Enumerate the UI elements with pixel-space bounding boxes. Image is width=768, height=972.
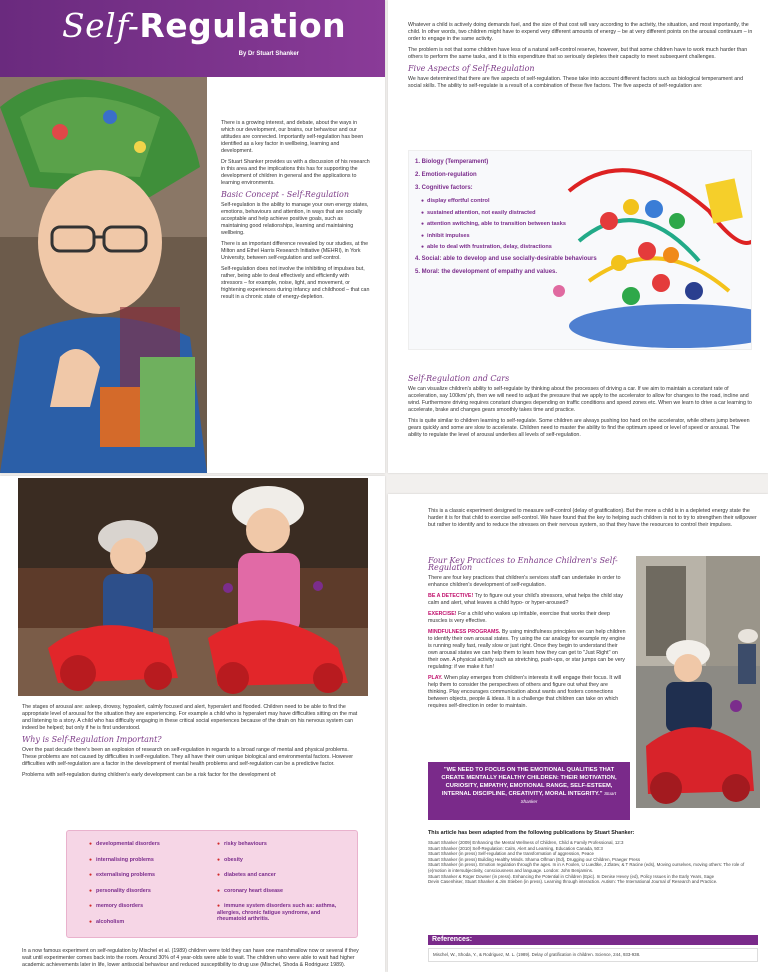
cognitive-sub-3: ● attention switching, able to transition between tasks bbox=[421, 221, 575, 228]
title-part-2: Regulation bbox=[139, 6, 347, 45]
p2-paragraph-2: The problem is not that some children have less of a natural self-control reserve, however, but that some children have to work much harder than others to perform the same tasks, and it is this expenditure that so seriously depletes their capacity to meet subsequent challenges. bbox=[408, 47, 748, 60]
risk-item: ● personality disorders bbox=[89, 888, 209, 895]
child-trike-illustration bbox=[636, 556, 760, 808]
page-self-regulation-intro bbox=[0, 0, 385, 473]
title-part-1: Self- bbox=[62, 6, 140, 45]
marshmallow-paragraph: In a now famous experiment on self-regulation by Mischel et al. (1989) children were told they can have one marshmallow now or several if they wait until experimenter comes back into the room. Around 30% of 4 year-olds were able to wait. The children who were able to wait had higher academic achievements later in life, lower antisocial behaviour and reduced susceptibility to drug use (Mischel, Shoda & Rodriguez 1989). bbox=[22, 948, 359, 968]
heading-why-important: Why is Self-Regulation Important? bbox=[22, 735, 162, 744]
aspect-2: 2. Emotion-regulation bbox=[415, 172, 477, 178]
page-four-practices bbox=[388, 494, 768, 972]
intro-paragraph-1: There is a growing interest, and debate, about the ways in which our development, our brains, our behaviour and our attitudes are connected. Importantly self-regulation has been identified as a key factor in wellbeing, learning and development. bbox=[221, 120, 364, 154]
arousal-stages-paragraph: The stages of arousal are: asleep, drowsy, hypoalert, calmly focused and alert, hyperalert and flooded. Children need to be able to find the appropriate level of arousal for the situation they are experiencing. For example a child who is hyperalert may have difficulties sitting on the mat and listening to a story. A child who has difficulty engaging in these critical social experiences because of the drain on his nervous system can indeed be helped; but only if he is first understood. bbox=[22, 704, 358, 731]
intro-text-column bbox=[221, 120, 371, 305]
cognitive-sub-4: ● inhibit impulses bbox=[421, 233, 575, 240]
quote-text: "WE NEED TO FOCUS ON THE EMOTIONAL QUALITIES THAT CREATE MENTALLY HEALTHY CHILDREN: THEIR MOTIVATION, CURIOSITY, EMPATHY, EMOTIONAL RANGE, SELF-ESTEEM, INTERNAL DISCIPLINE, CREATIVITY, MORAL INTEGRITY." bbox=[441, 767, 617, 797]
cognitive-sub-1: ● display effortful control bbox=[421, 198, 575, 205]
risk-factors-box bbox=[66, 830, 358, 938]
aspect-1: 1. Biology (Temperament) bbox=[415, 159, 489, 165]
risk-item: ● internalising problems bbox=[89, 857, 209, 864]
why-paragraph-2: Problems with self-regulation during children's early development can be a risk factor for the development of: bbox=[22, 772, 277, 778]
pull-quote bbox=[428, 762, 630, 820]
practice-play bbox=[428, 675, 628, 710]
page-why-important bbox=[0, 476, 385, 972]
boy-photo-illustration bbox=[0, 77, 207, 473]
publication-item: Devin Casenhiser, Stuart Shanker & Jim Stieben (in press). Learning through interaction. Autism: The International Journal of Research and Practice. bbox=[428, 879, 718, 885]
p4-intro-text bbox=[428, 508, 758, 533]
aspect-3: 3. Cognitive factors: bbox=[415, 185, 473, 191]
risk-item: ● obesity bbox=[217, 857, 349, 864]
p2-bottom-text bbox=[408, 372, 753, 443]
p4-intro-paragraph: This is a classic experiment designed to measure self-control (delay of gratification). But the more a child is in a depleted energy state the harder it is for that child to exercise self-control. We have found that the key to helping such children is not to try to strengthen their willpower but rather to identify and to reduce the stresses on their nervous system, so that they have the resources to control their impulses. bbox=[428, 508, 757, 528]
five-aspects-panel bbox=[408, 150, 752, 350]
photo-boy-with-glasses bbox=[0, 77, 207, 473]
practice-keyword: EXERCISE! bbox=[428, 611, 457, 617]
heading-basic-concept: Basic Concept - Self-Regulation bbox=[221, 190, 350, 199]
practice-text: For a child who wakes up irritable, exercise that works their deep muscles is very effective. bbox=[428, 611, 610, 624]
aspect-5: 5. Moral: the development of empathy and values. bbox=[415, 268, 558, 275]
byline: By Dr Stuart Shanker bbox=[238, 51, 299, 57]
cognitive-sub-5: ● able to deal with frustration, delay, distractions bbox=[421, 244, 575, 251]
publication-item: Stuart Shanker (in press). Emotion regulation through the ages. In in A Foolen, U Luedtke, J Zlatev, & T Racine (eds), Moving ourselves, moving others: The role of (e)motion in intersubjectivity, consciousness and language. London: John Benjamins. bbox=[428, 862, 745, 873]
five-aspects-intro: We have determined that there are five aspects of self-regulation. These take into account different factors such as biological temperament and social skills. The ability to self-regulate is a result of a combination of these five factors. The five aspects of self-regulation are: bbox=[408, 76, 744, 89]
risk-item: ● developmental disorders bbox=[89, 841, 209, 848]
heading-four-practices: Four Key Practices to Enhance Children's Self-Regulation bbox=[428, 556, 618, 572]
practice-keyword: BE A DETECTIVE! bbox=[428, 593, 474, 599]
publication-item: Stuart Shanker (in press) Building Healthy Minds. Sharna Olfman (Ed), Drugging our Children, Praeger Press bbox=[428, 856, 641, 862]
practice-keyword: PLAY. bbox=[428, 675, 443, 681]
article-title bbox=[62, 6, 346, 45]
risk-item: ● memory disorders bbox=[89, 903, 209, 910]
title-banner bbox=[0, 0, 385, 77]
risk-item: ● diabetes and cancer bbox=[217, 872, 349, 879]
p3-bottom-text bbox=[22, 948, 364, 972]
basic-paragraph-1: Self-regulation is the ability to manage your own energy states, emotions, behaviours and attention, in ways that are socially acceptable and help achieve positive goals, such as maintaining good relationships, learning and maintaining wellbeing. bbox=[221, 202, 369, 236]
why-paragraph-1: Over the past decade there's been an explosion of research on self-regulation in regards to a broad range of mental and physical problems. These problems are not caused by difficulties in self-regulation. They all have their own unique biological and environmental factors. However difficulties with self-regulation are a factor in the development of mental health problems and self-regulation can be a predictive factor. bbox=[22, 747, 354, 767]
toddlers-photo-illustration bbox=[18, 478, 368, 696]
basic-paragraph-3: Self-regulation does not involve the inhibiting of impulses but, rather, being able to deal effectively and efficiently with stressors – for example, noise, light, and movement, or frightening experiences during infancy and childhood – that can result in a chronic state of energy-depletion. bbox=[221, 266, 370, 300]
four-practices-intro: There are four key practices that children's services staff can undertake in order to enhance children's development of self-regulation. bbox=[428, 575, 621, 588]
photo-child-on-trike bbox=[636, 556, 760, 808]
publication-item: Stuart Shanker (2010) Self-Regulation: Calm, Alert and Learning, Education Canada, 50:3 bbox=[428, 845, 603, 851]
p2-top-text bbox=[408, 22, 753, 94]
p3-top-text bbox=[22, 704, 364, 783]
risk-item: ● externalising problems bbox=[89, 872, 209, 879]
practice-mindfulness bbox=[428, 629, 628, 671]
practice-text: By using mindfulness principles we can help children to identify their own arousal states. Try using the car analogy for example my engine is running really fast, really slow or just right. Once they begin to understand their own arousal states we can help them to learn how they can get to "Just Right" on their own. A physical activity such as stretching, push-ups, or star jumps can be very regulating: if we make it fun! bbox=[428, 629, 626, 670]
publications-list bbox=[428, 830, 758, 885]
publications-heading: This article has been adapted from the following publications by Stuart Shanker: bbox=[428, 830, 635, 836]
intro-paragraph-2: Dr Stuart Shanker provides us with a discussion of his research in this area and the implications this has for supporting the development of children in general and the applications to learning environments. bbox=[221, 159, 370, 186]
risk-column-right bbox=[217, 841, 349, 932]
practice-keyword: MINDFULNESS PROGRAMS. bbox=[428, 629, 501, 635]
practice-detective bbox=[428, 593, 628, 607]
cognitive-sub-2: ● sustained attention, not easily distracted bbox=[421, 210, 575, 217]
cars-paragraph-1: We can visualize children's ability to self-regulate by thinking about the processes of driving a car. If we aim to maintain a constant rate of acceleration, say 100km/ ph, then we will need to adjust the pressure that we apply to the accelerator to allow for changes to the road, incline and wind. Furthermore driving requires constant changes depending on traffic conditions and speed zones etc. When we learn to drive a car learning to accelerate, brake and changes gears smoothly takes time and practice. bbox=[408, 386, 752, 413]
basic-paragraph-2: There is an important difference revealed by our studies, at the Milton and Ethel Harris Research Initiative (MEHRI), in York University, between self-regulation and self-control. bbox=[221, 241, 369, 261]
heading-cars: Self-Regulation and Cars bbox=[408, 374, 510, 383]
risk-item: ● coronary heart disease bbox=[217, 888, 349, 895]
practice-exercise bbox=[428, 611, 628, 625]
four-practices-column bbox=[428, 554, 628, 714]
risk-item: ● immune system disorders such as: asthma, allergies, chronic fatigue syndrome, and rheumatoid arthritis. bbox=[217, 903, 349, 923]
risk-item: ● risky behaviours bbox=[217, 841, 349, 848]
heading-five-aspects: Five Aspects of Self-Regulation bbox=[408, 64, 535, 73]
practice-text: Try to figure out your child's stressors, what helps the child stay calm and alert, what leaves a child hypo- or hyper-aroused? bbox=[428, 593, 623, 606]
publication-item: Stuart Shanker & Roger Downer (in press). Enhancing the Potential in Children (Epic). In Denise Hevey (ed), Policy Issues in the Early Years, Sage bbox=[428, 873, 715, 879]
publication-item: Stuart Shanker (2009) Enhancing the Mental Wellness of Children, Child & Family Professional, 12:3 bbox=[428, 840, 624, 845]
practice-text: When play emerges from children's interests it will engage their focus. It will help them to consider the perspectives of others and figure out what they are thinking. Play encourages communication about wants and fosters connections between objects, people & ideas. It is a challenge that children can take on which requires self-direction in order to maintain. bbox=[428, 675, 622, 709]
photo-toddlers-on-trikes bbox=[18, 478, 368, 696]
cars-paragraph-2: This is quite similar to children learning to self-regulate. Some children are always pushing too hard on the accelerator, while others jump between gears quickly and some are slow to accelerate. Children need to master the ability to find the optimum speed or level of speed or arousal. The ability to regulate the level of arousal underlies all levels of self-regulation. bbox=[408, 418, 750, 438]
risk-column-left bbox=[89, 841, 209, 934]
references-heading: References: bbox=[428, 935, 758, 945]
aspect-4: 4. Social: able to develop and use socially-desirable behaviours bbox=[415, 255, 597, 262]
page-five-aspects bbox=[388, 0, 768, 473]
aspects-list bbox=[415, 159, 597, 282]
risk-item: ● alcoholism bbox=[89, 919, 209, 926]
reference-item: Mischel, W., Shoda, Y., & Rodriguez, M. L. (1989). Delay of gratification in children. Science, 244, 933-938. bbox=[428, 948, 758, 962]
publication-item: Stuart Shanker (in press) Self-regulation and the transformation of aggression, Peace bbox=[428, 851, 594, 857]
p2-paragraph-1: Whatever a child is actively doing demands fuel, and the size of that cost will vary according to the activity, the situation, and most importantly, the child. In other words, two children might have to expend very different amounts of energy – be at very different points on the arousal continuum – in order to engage in the same activity. bbox=[408, 22, 753, 42]
quote-attribution: Stuart Shanker bbox=[520, 791, 617, 804]
